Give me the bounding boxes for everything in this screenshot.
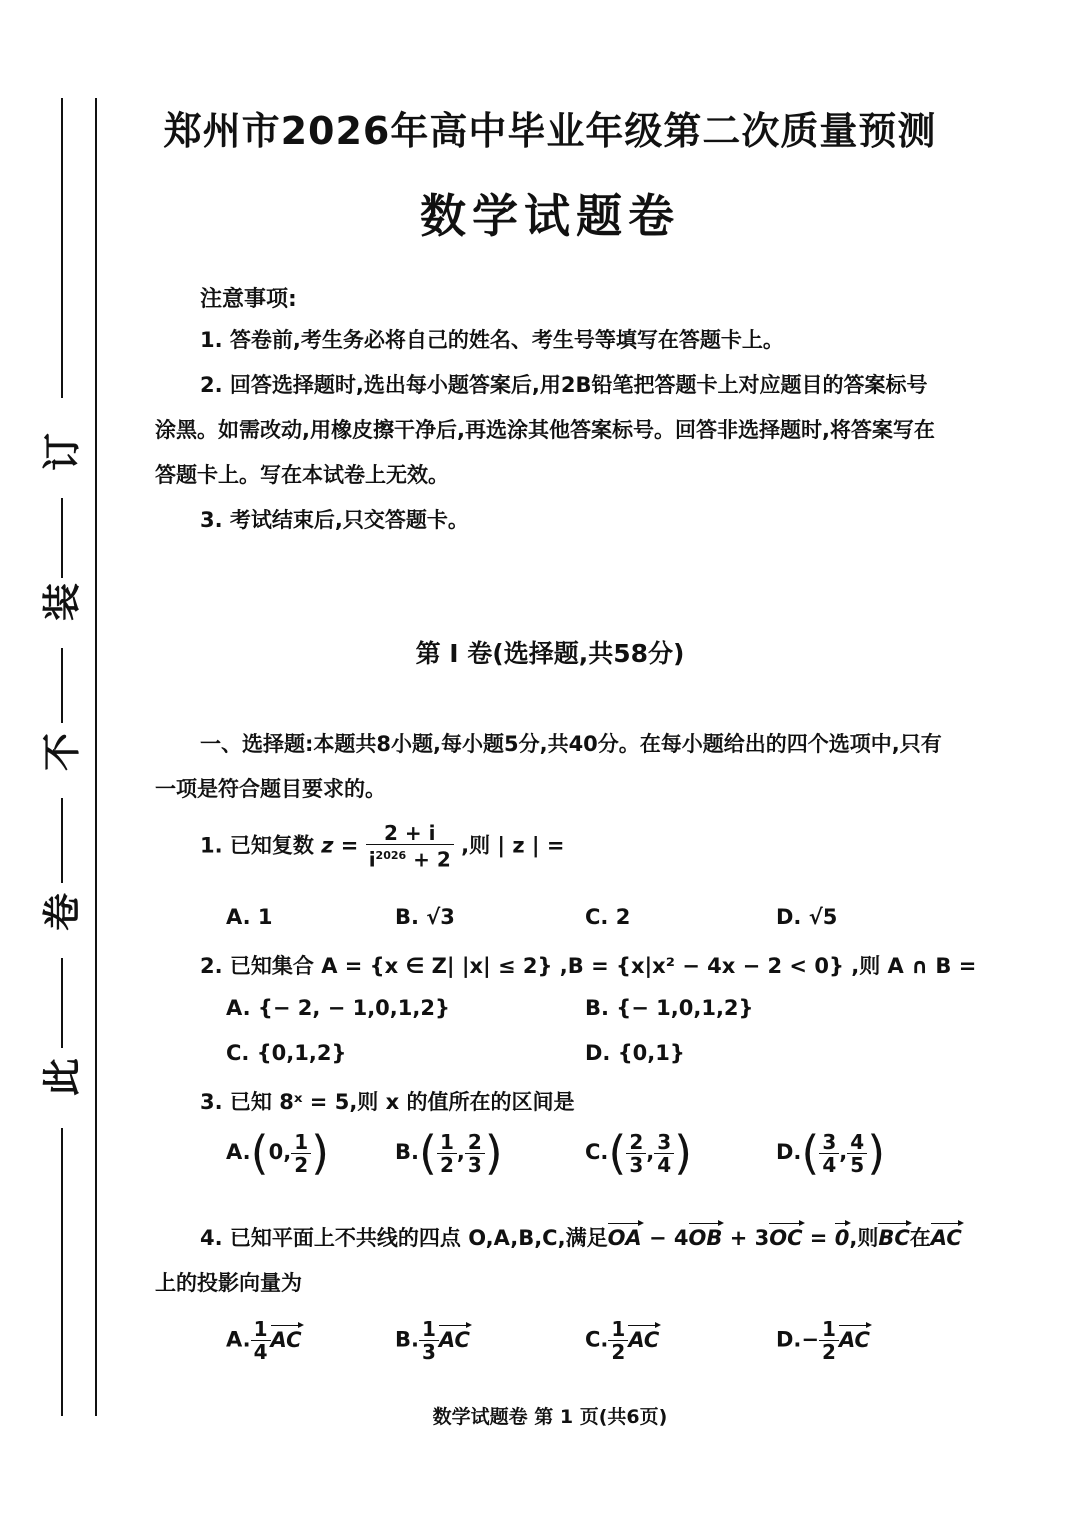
binding-segment — [61, 648, 63, 723]
q2-option-d: D. {0,1} — [585, 1041, 685, 1065]
binding-outer-line — [95, 98, 97, 1416]
binding-segment — [61, 1128, 63, 1416]
binding-char: 此 — [40, 1058, 84, 1097]
vector-oc: OC — [769, 1226, 803, 1250]
q2-option-c: C. {0,1,2} — [226, 1041, 347, 1065]
note-item: 2. 回答选择题时,选出每小题答案后,用2B铅笔把答题卡上对应题目的答案标号涂黑。如需改动,用橡皮擦干净后,再选涂其他答案标号。回答非选择题时,将答案写在答题卡上。写在本试卷上无效。 — [155, 373, 935, 487]
question-3: 3. 已知 8ˣ = 5,则 x 的值所在的区间是 — [200, 1090, 575, 1114]
vector-ob: OB — [688, 1226, 723, 1250]
binding-char: 不 — [40, 733, 84, 772]
section-instructions: 一、选择题:本题共8小题,每小题5分,共40分。在每小题给出的四个选项中,只有一项是符合题目要求的。 — [155, 732, 942, 801]
binding-segment — [61, 798, 63, 883]
vector-oa: OA — [607, 1226, 642, 1250]
q1-suffix: ,则 | z | = — [461, 833, 565, 858]
q2-option-b: B. {− 1,0,1,2} — [585, 996, 754, 1020]
q1-denominator: $i^{2026} + 2$ — [368, 847, 451, 872]
binding-segment — [61, 98, 63, 398]
q1-option-c: C. 2 — [585, 905, 631, 929]
note-item: 1. 答卷前,考生务必将自己的姓名、考生号等填写在答题卡上。 — [200, 328, 784, 352]
exam-subtitle: 数学试题卷 — [420, 189, 680, 243]
q1-option-a: A. 1 — [226, 905, 273, 929]
q3-option-a: A.(0, $\frac{1}{2}$ ) — [226, 1126, 330, 1180]
q3-option-c: C.( $\frac{2}{3}$ , $\frac{3}{4}$ ) — [585, 1126, 693, 1180]
question-4-line2: 上的投影向量为 — [155, 1271, 302, 1295]
vector-ac: AC — [930, 1226, 962, 1250]
vector-zero: 0 — [834, 1226, 850, 1250]
question-4: 4. 已知平面上不共线的四点 O,A,B,C,满足OA − 4OB + 3OC = 0,则BC在AC — [200, 1226, 962, 1250]
q2-option-a: A. {− 2, − 1,0,1,2} — [226, 996, 450, 1020]
question-1: 1. 已知复数 z = $\frac{2 + i}{i^{2026} + 2}$ ,则 | z | = — [200, 821, 565, 872]
q4-option-b: B. $\frac{1}{3}$ AC — [395, 1317, 470, 1364]
binding-segment — [61, 498, 63, 578]
note-item: 3. 考试结束后,只交答题卡。 — [200, 508, 469, 532]
q3-option-b: B.( $\frac{1}{2}$ , $\frac{2}{3}$ ) — [395, 1126, 503, 1180]
q4-option-c: C. $\frac{1}{2}$ AC — [585, 1317, 660, 1364]
binding-segment — [61, 958, 63, 1048]
q1-prefix: 1. 已知复数 — [200, 833, 314, 858]
q1-var: z — [321, 833, 334, 858]
binding-char: 装 — [40, 583, 84, 622]
exam-title: 郑州市2026年高中毕业年级第二次质量预测 — [163, 109, 937, 153]
q1-fraction — [366, 822, 454, 871]
q1-numerator: 2 + i — [366, 822, 454, 845]
question-2: 2. 已知集合 A = {x ∈ Z| |x| ≤ 2} ,B = {x|x² − 4x − 2 < 0} ,则 A ∩ B = — [200, 954, 977, 978]
vector-bc: BC — [878, 1226, 910, 1250]
notes-heading: 注意事项: — [200, 287, 297, 312]
page-footer: 数学试题卷 第 1 页(共6页) — [432, 1406, 668, 1428]
q1-option-d: D. √5 — [776, 905, 838, 929]
binding-char: 订 — [40, 433, 84, 472]
q1-option-b: B. √3 — [395, 905, 455, 929]
q3-option-d: D.( $\frac{3}{4}$ , $\frac{4}{5}$ ) — [776, 1126, 886, 1180]
q4-option-d: D.− $\frac{1}{2}$ AC — [776, 1317, 870, 1364]
q4-option-a: A. $\frac{1}{4}$ AC — [226, 1317, 302, 1364]
binding-margin — [34, 98, 90, 1416]
binding-char: 卷 — [40, 893, 84, 932]
section-title: 第 Ⅰ 卷(选择题,共58分) — [415, 639, 685, 668]
